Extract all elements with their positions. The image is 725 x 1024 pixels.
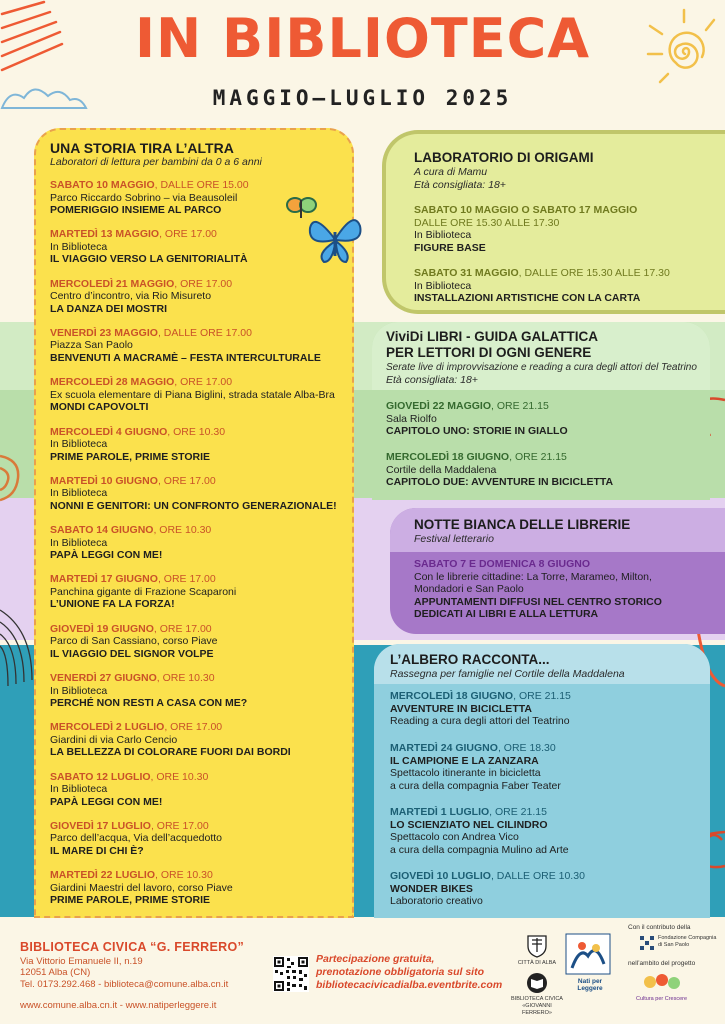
storia-event: SABATO 10 MAGGIO, DALLE ORE 15.00 Parco Riccardo Sobrino – via Beausoleil POMERIGGIO INSIEME AL PARCO — [50, 179, 249, 216]
storia-event: MARTEDÌ 10 GIUGNO, ORE 17.00 In Biblioteca NONNI E GENITORI: UN CONFRONTO GENERAZIONALE! — [50, 474, 337, 512]
storia-event: GIOVEDÌ 19 GIUGNO, ORE 17.00 Parco di San Cassiano, corso Piave IL VIAGGIO DEL SIGNOR VOLPE — [50, 622, 218, 660]
storia-event: GIOVEDÌ 17 LUGLIO, ORE 17.00 Parco dell’acqua, Via dell’acquedotto IL MARE DI CHI È? — [50, 819, 223, 857]
storia-event: MARTEDÌ 13 MAGGIO, ORE 17.00 In Biblioteca IL VIAGGIO VERSO LA GENITORIALITÀ — [50, 228, 248, 266]
vividi-age: Età consigliata: 18+ — [386, 374, 478, 386]
library-logo-label: BIBLIOTECA CIVICA «GIOVANNI FERRERO» — [511, 996, 563, 1016]
contribution-label: Con il contributo della — [628, 924, 691, 931]
vividi-event: MERCOLEDÌ 18 GIUGNO, ORE 21.15 Cortile della Maddalena CAPITOLO DUE: AVVENTURE IN BICICLETTA — [386, 451, 614, 488]
page-subtitle: MAGGIO–LUGLIO 2025 — [212, 86, 513, 110]
albero-event: MERCOLEDÌ 18 GIUGNO, ORE 21.15 AVVENTURE IN BICICLETTA Reading a cura degli attori del Teatrino — [390, 690, 571, 727]
albero-title: L’ALBERO RACCONTA... — [390, 652, 550, 667]
origami-title: LABORATORIO DI ORIGAMI — [414, 150, 594, 165]
storia-title: UNA STORIA TIRA L’ALTRA — [50, 140, 234, 156]
origami-age: Età consigliata: 18+ — [414, 179, 506, 191]
cultura-per-crescere-label: Cultura per Crescere — [636, 996, 688, 1002]
storia-event: SABATO 12 LUGLIO, ORE 10.30 In Biblioteca PAPÀ LEGGI CON ME! — [50, 770, 209, 808]
fondazione-logo-icon — [640, 936, 654, 950]
albero-subtitle: Rassegna per famiglie nel Cortile della Maddalena — [390, 668, 625, 680]
storia-subtitle: Laboratori di lettura per bambini da 0 a 6 anni — [50, 156, 262, 168]
library-city: 12051 Alba (CN) — [20, 967, 91, 978]
albero-event: MARTEDÌ 24 GIUGNO, ORE 18.30 IL CAMPIONE E LA ZANZARA Spettacolo itinerante in bicicletta a cura della compagnia Faber Teater — [390, 742, 561, 792]
participation-info: Partecipazione gratuita, prenotazione obbligatoria sul sito bibliotecacivicadialba.eventbrite.com — [316, 953, 503, 991]
city-of-alba-label: CITTÀ DI ALBA — [517, 960, 557, 966]
storia-event: SABATO 14 GIUGNO, ORE 10.30 In Biblioteca PAPÀ LEGGI CON ME! — [50, 524, 212, 562]
notte-event: SABATO 7 E DOMENICA 8 GIUGNO Con le librerie cittadine: La Torre, Marameo, Milton, Mondadori e San Paolo APPUNTAMENTI DIFFUSI NEL CENTRO STORICO DEDICATI AI LIBRI E ALLA LETTURA — [414, 558, 662, 620]
storia-event: MERCOLEDÌ 2 LUGLIO, ORE 17.00 Giardini di via Carlo Cencio LA BELLEZZA DI COLORARE FUORI DAI BORDI — [50, 721, 291, 759]
origami-event: SABATO 31 MAGGIO, DALLE ORE 15.30 ALLE 17.30 In Biblioteca INSTALLAZIONI ARTISTICHE CON LA CARTA — [414, 267, 670, 304]
nati-per-leggere-logo-icon — [566, 934, 610, 974]
notte-title: NOTTE BIANCA DELLE LIBRERIE — [414, 517, 631, 532]
project-label: nell’ambito del progetto — [628, 960, 696, 967]
vividi-description: Serate live di improvvisazione e reading a cura degli attori del Teatrino — [386, 362, 697, 373]
notte-subtitle: Festival letterario — [414, 533, 494, 545]
storia-event: MARTEDÌ 17 GIUGNO, ORE 17.00 Panchina gigante di Frazione Scaparoni L’UNIONE FA LA FORZA! — [50, 573, 237, 611]
albero-event: GIOVEDÌ 10 LUGLIO, DALLE ORE 10.30 WONDER BIKES Laboratorio creativo — [390, 870, 585, 907]
eventbrite-link[interactable]: bibliotecacivicadialba.eventbrite.com — [316, 979, 503, 991]
storia-event: MERCOLEDÌ 4 GIUGNO, ORE 10.30 In Biblioteca PRIME PAROLE, PRIME STORIE — [50, 425, 226, 463]
cultura-per-crescere-logo-icon — [640, 972, 684, 994]
library-name: BIBLIOTECA CIVICA “G. FERRERO” — [20, 940, 245, 954]
storia-event: MERCOLEDÌ 21 MAGGIO, ORE 17.00 Centro d’incontro, via Rio Misureto LA DANZA DEI MOSTRI — [50, 277, 233, 315]
qr-code-icon[interactable] — [273, 956, 309, 992]
vividi-title: ViviDi LIBRI - GUIDA GALATTICA PER LETTORI DI OGNI GENERE — [386, 329, 598, 360]
arcs-left-decoration — [0, 600, 36, 720]
storia-event: VENERDÌ 27 GIUGNO, ORE 10.30 In Biblioteca PERCHÉ NON RESTI A CASA CON ME? — [50, 672, 248, 709]
library-address: Via Vittorio Emanuele II, n.19 — [20, 956, 143, 967]
vividi-event: GIOVEDÌ 22 MAGGIO, ORE 21.15 Sala Riolfo CAPITOLO UNO: STORIE IN GIALLO — [386, 400, 568, 437]
storia-event: MERCOLEDÌ 28 MAGGIO, ORE 17.00 Ex scuola elementare di Piana Biglini, strada statale Alba-Bra MONDI CAPOVOLTI — [50, 376, 335, 414]
fondazione-label: Fondazione Compagnia di San Paolo — [658, 935, 717, 948]
library-logo-icon — [526, 972, 548, 994]
storia-event: MARTEDÌ 22 LUGLIO, ORE 10.30 Giardini Maestri del lavoro, corso Piave PRIME PAROLE, PRIME STORIE — [50, 869, 233, 907]
storia-event: VENERDÌ 23 MAGGIO, DALLE ORE 17.00 Piazza San Paolo BENVENUTI A MACRAMÈ – FESTA INTERCULTURALE — [50, 326, 321, 364]
butterfly-large-icon — [306, 210, 364, 266]
spiral-left-decoration — [0, 450, 24, 506]
library-contacts: Tel. 0173.292.468 - biblioteca@comune.alba.cn.it — [20, 979, 229, 990]
library-websites: www.comune.alba.cn.it - www.natiperleggere.it — [20, 1000, 217, 1011]
city-of-alba-crest-icon — [526, 932, 548, 958]
origami-event: SABATO 10 MAGGIO O SABATO 17 MAGGIO DALLE ORE 15.30 ALLE 17.30 In Biblioteca FIGURE BASE — [414, 204, 638, 254]
page-title: IN BIBLIOTECA — [134, 7, 591, 70]
albero-event: MARTEDÌ 1 LUGLIO, ORE 21.15 LO SCIENZIATO NEL CILINDRO Spettacolo con Andrea Vico a cura della compagnia Mulino ad Arte — [390, 806, 569, 856]
nati-per-leggere-label: Nati per Leggere — [577, 978, 603, 992]
origami-curator: A cura di Mamu — [414, 166, 488, 178]
